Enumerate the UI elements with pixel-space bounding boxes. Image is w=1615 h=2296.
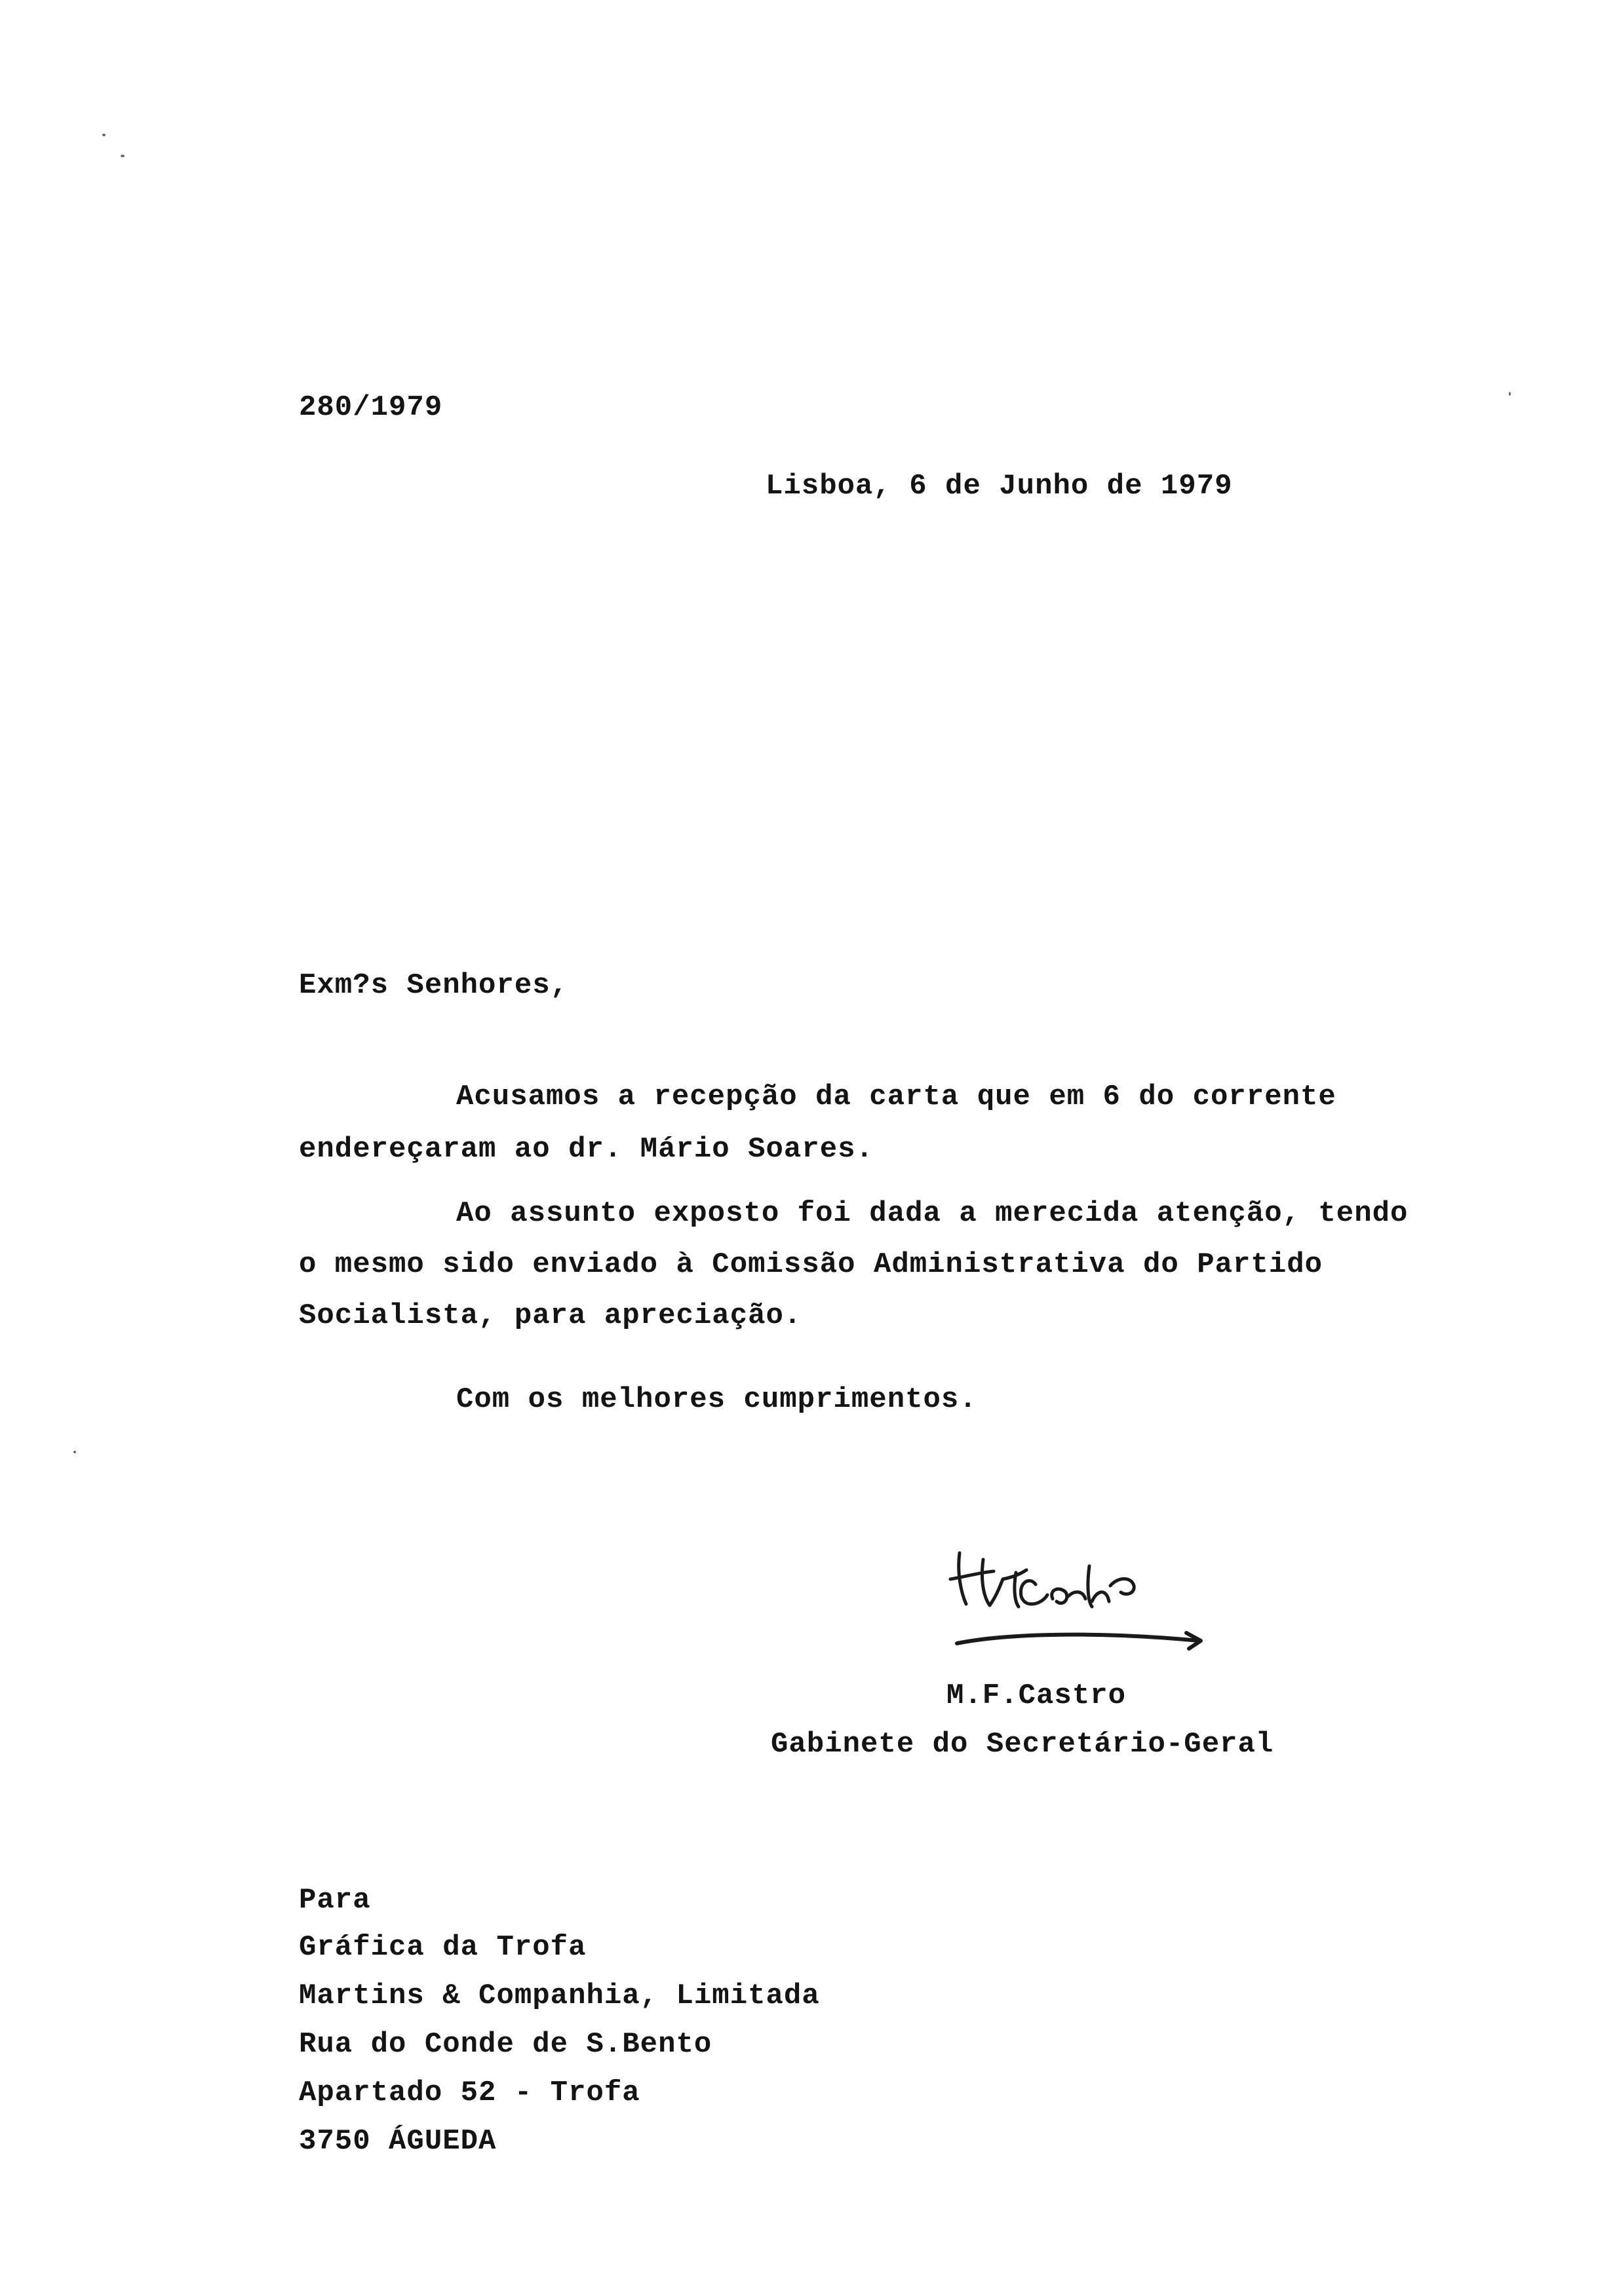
recipient-line: Rua do Conde de S.Bento xyxy=(299,2028,712,2061)
signature-stroke xyxy=(950,1553,1134,1607)
signer-name: M.F.Castro xyxy=(946,1679,1127,1712)
signer-office: Gabinete do Secretário-Geral xyxy=(771,1728,1274,1761)
scan-speck xyxy=(1509,392,1511,396)
handwritten-signature xyxy=(937,1533,1213,1658)
recipient-line: Apartado 52 - Trofa xyxy=(299,2076,640,2109)
scan-speck xyxy=(102,134,106,136)
scan-speck xyxy=(73,1451,76,1453)
signature-underline xyxy=(957,1633,1201,1649)
letter-reference: 280/1979 xyxy=(299,391,443,424)
salutation: Exm?s Senhores, xyxy=(299,969,569,1002)
date-line: Lisboa, 6 de Junho de 1979 xyxy=(766,470,1233,503)
signature-text: M.F.Castro xyxy=(937,1533,942,1534)
scan-speck xyxy=(121,155,125,157)
body-line: Socialista, para apreciação. xyxy=(299,1299,802,1332)
body-line: o mesmo sido enviado à Comissão Administrativa do Partido xyxy=(299,1248,1323,1281)
body-line: endereçaram ao dr. Mário Soares. xyxy=(299,1133,874,1166)
recipient-line: Gráfica da Trofa xyxy=(299,1931,587,1964)
recipient-line: Martins & Companhia, Limitada xyxy=(299,1980,820,2012)
recipient-line: Para xyxy=(299,1884,371,1917)
body-line: Acusamos a recepção da carta que em 6 do corrente xyxy=(456,1081,1336,1113)
closing-line: Com os melhores cumprimentos. xyxy=(456,1383,977,1416)
recipient-line: 3750 ÁGUEDA xyxy=(299,2125,497,2158)
body-line: Ao assunto exposto foi dada a merecida atenção, tendo xyxy=(456,1197,1409,1230)
